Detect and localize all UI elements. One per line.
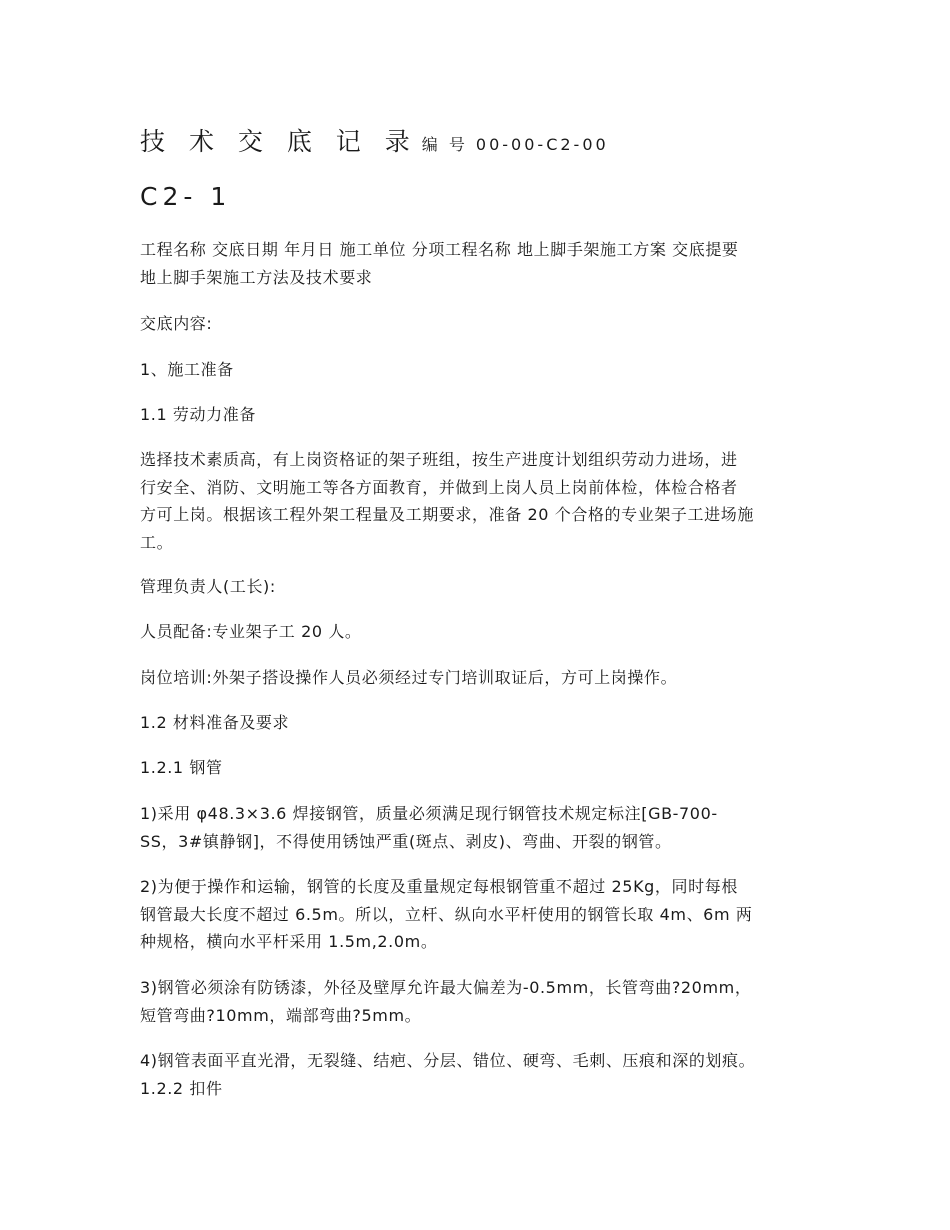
document-title: 技 术 交 底 记 录 [140,127,418,156]
section-heading-1: 1、施工准备 [140,360,234,379]
manager-line: 管理负责人(工长): [140,577,276,596]
document-number: 编 号 00-00-C2-00 [421,135,609,154]
form-code: C2- 1 [140,182,232,211]
title-line [140,122,820,158]
training-line: 岗位培训:外架子搭设操作人员必须经过专门培训取证后，方可上岗操作。 [140,668,678,687]
labor-paragraph: 选择技术素质高，有上岗资格证的架子班组，按生产进度计划组织劳动力进场，进 行安全、消防、文明施工等各方面教育，并做到上岗人员上岗前体检，体检合格者 方可上岗。根据该工程外架工程量及工期要求，准备 20 个合格的专业架子工进场施 工。 [140,450,754,552]
steel-pipe-item-2: 2)为便于操作和运输，钢管的长度及重量规定每根钢管重不超过 25Kg，同时每根 钢管最大长度不超过 6.5m。所以，立杆、纵向水平杆使用的钢管长取 4m、6m 两 种规格，横向水平杆采用 1.5m,2.0m。 [140,877,753,951]
section-heading-1-2-1: 1.2.1 钢管 [140,758,223,777]
section-heading-1-1: 1.1 劳动力准备 [140,405,256,424]
document-page [140,122,820,1098]
section-heading-1-2: 1.2 材料准备及要求 [140,713,290,732]
steel-pipe-item-1: 1)采用 φ48.3×3.6 焊接钢管，质量必须满足现行钢管技术规定标注[GB-700- SS，3#镇静钢]，不得使用锈蚀严重(斑点、剥皮)、弯曲、开裂的钢管。 [140,804,718,851]
steel-pipe-item-3: 3)钢管必须涂有防锈漆，外径及壁厚允许最大偏差为-0.5mm，长管弯曲?20mm， 短管弯曲?10mm，端部弯曲?5mm。 [140,978,752,1025]
staffing-line: 人员配备:专业架子工 20 人。 [140,622,362,641]
steel-pipe-item-4: 4)钢管表面平直光滑，无裂缝、结疤、分层、错位、硬弯、毛刺、压痕和深的划痕。 1.2.2 扣件 [140,1051,756,1098]
content-heading: 交底内容: [140,314,213,333]
project-info-paragraph: 工程名称 交底日期 年月日 施工单位 分项工程名称 地上脚手架施工方案 交底提要 地上脚手架施工方法及技术要求 [140,240,739,287]
